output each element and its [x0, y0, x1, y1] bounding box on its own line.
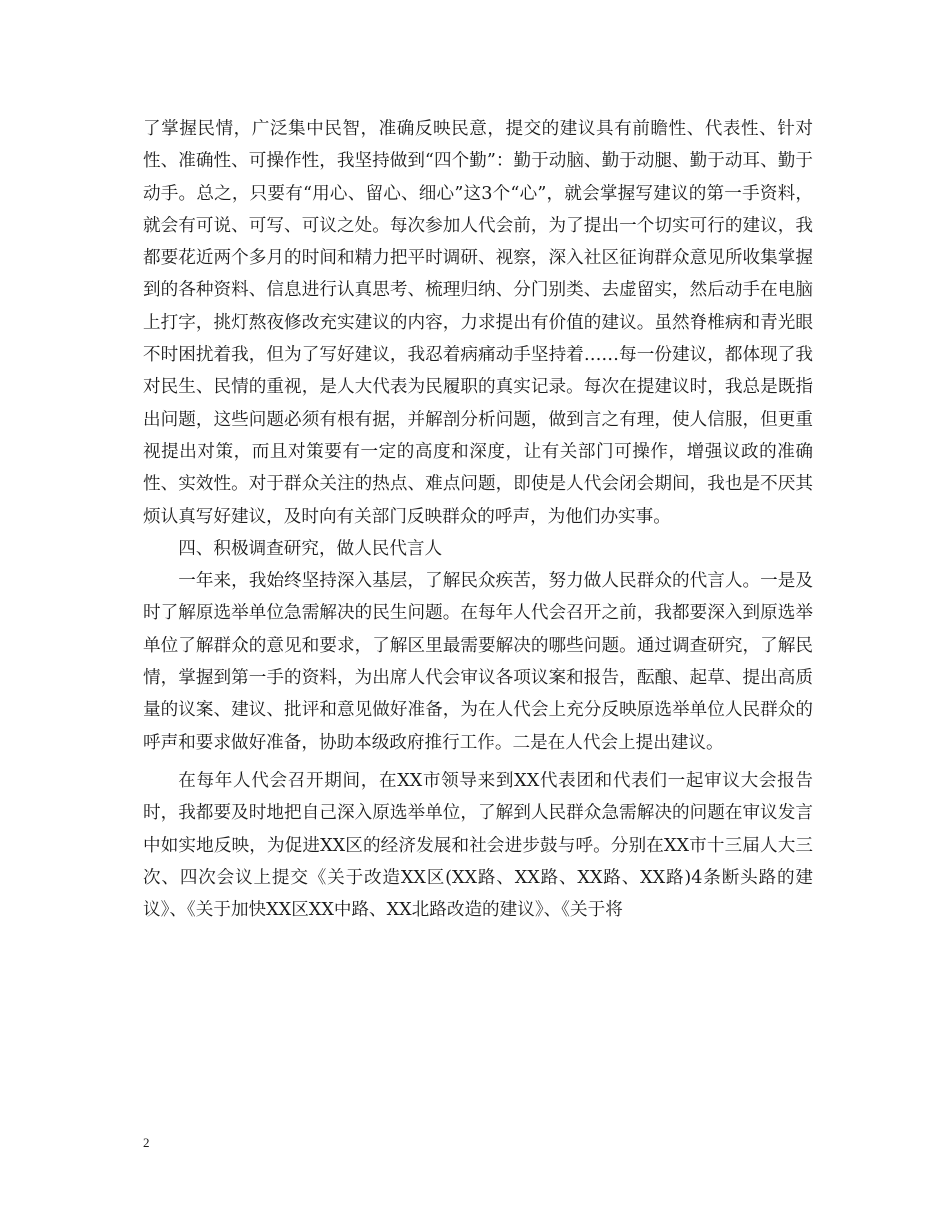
- paragraph: 一年来，我始终坚持深入基层，了解民众疾苦，努力做人民群众的代言人。一是及时了解原选举单位急需解决的民生问题。在每年人代会召开之前，我都要深入到原选举单位了解群众的意见和要求，了解区里最需要解决的哪些问题。通过调查研究，了解民情，掌握到第一手的资料，为出席人代会审议各项议案和报告，酝酿、起草、提出高质量的议案、建议、批评和意见做好准备，为在人代会上充分反映原选举单位人民群众的呼声和要求做好准备，协助本级政府推行工作。二是在人代会上提出建议。: [143, 571, 813, 753]
- document-body: [143, 113, 813, 926]
- section-heading: 四、积极调查研究，做人民代言人: [178, 538, 443, 559]
- page-number: 2: [143, 1135, 150, 1150]
- paragraph-continued: 了掌握民情，广泛集中民智，准确反映民意，提交的建议具有前瞻性、代表性、针对性、准确性、可操作性，我坚持做到“四个勤”：勤于动脑、勤于动腿、勤于动耳、勤于动手。总之，只要有“用心、留心、细心”这3个“心”，就会掌握写建议的第一手资料，就会有可说、可写、可议之处。每次参加人代会前，为了提出一个切实可行的建议，我都要花近两个多月的时间和精力把平时调研、视察，深入社区征询群众意见所收集掌握到的各种资料、信息进行认真思考、梳理归纳、分门别类、去虚留实，然后动手在电脑上打字，挑灯熬夜修改充实建议的内容，力求提出有价值的建议。虽然脊椎病和青光眼不时困扰着我，但为了写好建议，我忍着病痛动手坚持着……每一份建议，都体现了我对民生、民情的重视，是人大代表为民履职的真实记录。每次在提建议时，我总是既指出问题，这些问题必须有根有据，并解剖分析问题，做到言之有理，使人信服，但更重视提出对策，而且对策要有一定的高度和深度，让有关部门可操作，增强议政的准确性、实效性。对于群众关注的热点、难点问题，即使是人代会闭会期间，我也是不厌其烦认真写好建议，及时向有关部门反映群众的呼声，为他们办实事。: [143, 119, 813, 527]
- paragraph: 在每年人代会召开期间，在XX市领导来到XX代表团和代表们一起审议大会报告时，我都要及时地把自己深入原选举单位，了解到人民群众急需解决的问题在审议发言中如实地反映，为促进XX区的经济发展和社会进步鼓与呼。分别在XX市十三届人大三次、四次会议上提交《关于改造XX区(XX路、XX路、XX路、XX路)4条断头路的建议》、《关于加快XX区XX中路、XX北路改造的建议》、《关于将: [143, 770, 813, 921]
